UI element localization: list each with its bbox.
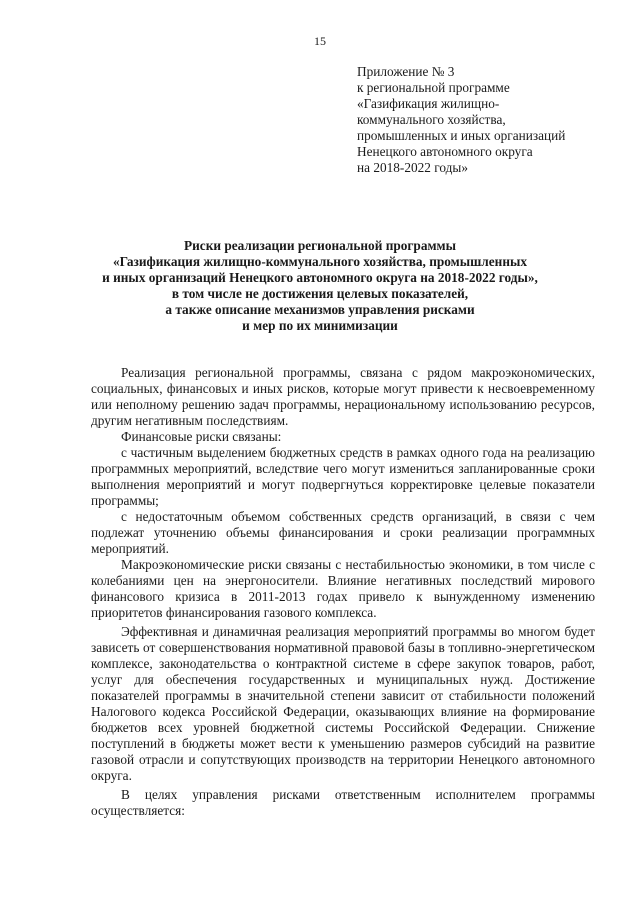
paragraph-risk-management: В целях управления рисками ответственным исполнителем программы осуществляется:: [91, 787, 595, 818]
appendix-line: Приложение № 3: [357, 64, 455, 79]
appendix-block: [357, 64, 627, 176]
title-line: «Газификация жилищно-коммунального хозяйства, промышленных: [112, 254, 528, 269]
appendix-line: «Газификация жилищно-: [357, 96, 500, 111]
paragraph-insufficient-funds: с недостаточным объемом собственных средств организаций, в связи с чем подлежат уточнению объемы финансирования и сроки реализации программных мероприятий.: [91, 509, 595, 556]
document-title: [0, 238, 640, 334]
page-number: 15: [314, 34, 326, 48]
paragraph-macroeconomic-risks: Макроэкономические риски связаны с нестабильностью экономики, в том числе с колебаниями цен на энергоносители. Влияние негативных последствий мирового финансового кризиса в 2011-2013 годах привело к вынужденному изменению приоритетов финансирования газового комплекса.: [91, 557, 595, 620]
title-line: и иных организаций Ненецкого автономного округа на 2018-2022 годы»,: [102, 270, 538, 285]
paragraph-intro: Реализация региональной программы, связана с рядом макроэкономических, социальных, финансовых и иных рисков, которые могут привести к несвоевременному или неполному решению задач программы, нерациональному использованию ресурсов, другим негативным последствиям.: [91, 365, 595, 428]
appendix-line: Ненецкого автономного округа: [357, 144, 533, 159]
paragraph-partial-funding: с частичным выделением бюджетных средств в рамках одного года на реализацию программных мероприятий, вследствие чего могут измениться запланированные сроки выполнения мероприятий и могут подвергнуться корректировке целевые показатели программы;: [91, 445, 595, 508]
title-line: Риски реализации региональной программы: [184, 238, 456, 253]
paragraph-financial-risks: Финансовые риски связаны:: [121, 429, 282, 444]
appendix-line: промышленных и иных организаций: [357, 128, 566, 143]
title-line: а также описание механизмов управления рисками: [165, 302, 475, 317]
appendix-line: на 2018-2022 годы»: [357, 160, 469, 175]
title-line: и мер по их минимизации: [242, 318, 398, 333]
paragraph-legal-framework: Эффективная и динамичная реализация мероприятий программы во многом будет зависеть от совершенствования нормативной правовой базы в топливно-энергетическом комплексе, законодательства о контрактной системе в сфере закупок товаров, работ, услуг для обеспечения государственных и муниципальных нужд. Достижение показателей программы в значительной степени зависит от стабильности положений Налогового кодекса Российской Федерации, оказывающих влияние на формирование бюджетов всех уровней бюджетной системы Российской Федерации. Снижение поступлений в бюджеты может вести к уменьшению размеров субсидий на развитие газовой отрасли и сопутствующих производств на территории Ненецкого автономного округа.: [91, 624, 595, 783]
body-text: [91, 365, 595, 819]
appendix-line: к региональной программе: [357, 80, 510, 95]
appendix-line: коммунального хозяйства,: [357, 112, 506, 127]
title-line: в том числе не достижения целевых показателей,: [171, 286, 469, 301]
